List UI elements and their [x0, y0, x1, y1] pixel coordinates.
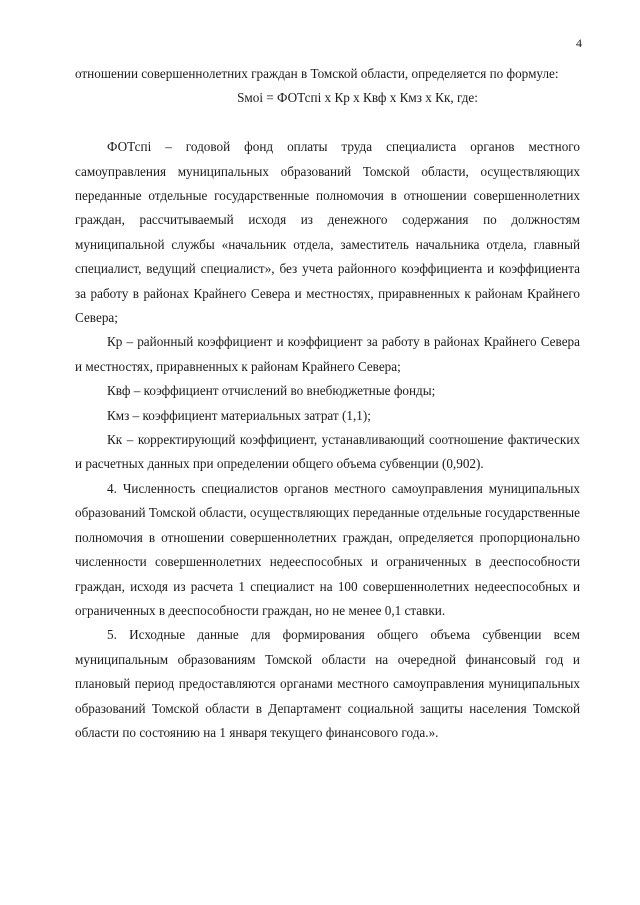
paragraph-item-5: 5. Исходные данные для формирования общего объема субвенции всем муниципальным образованиям Томской области на очередной финансовый год и плановый период предоставляются органами местного самоуправления муниципальных образований Томской области в Департамент социальной защиты населения Томской области по состоянию на 1 января текущего финансового года.». [75, 627, 580, 740]
paragraph-kmz-definition: Кмз – коэффициент материальных затрат (1,1); [107, 407, 371, 423]
page-number: 4 [576, 36, 582, 50]
formula-line: Sмoi = ФОТспi х Кр х Квф х Кмз х Кк, где: [237, 90, 478, 106]
paragraph-kk-definition: Кк – корректирующий коэффициент, устанавливающий соотношение фактических и расчетных данных при определении общего объема субвенции (0,902). [75, 432, 580, 472]
paragraph-kr-definition: Кр – районный коэффициент и коэффициент за работу в районах Крайнего Севера и местностях, приравненных к районам Крайнего Севера; [75, 334, 580, 374]
paragraph-intro: отношении совершеннолетних граждан в Томской области, определяется по формуле: [75, 66, 559, 81]
blank-line [75, 111, 580, 135]
paragraph-fot-definition: ФОТспi – годовой фонд оплаты труда специалиста органов местного самоуправления муниципальных образований Томской области, осуществляющих переданные отдельные государственные полномочия в отношении совершеннолетних граждан, рассчитываемый исходя из денежного содержания по должностям муниципальной службы «начальник отдела, заместитель начальника отдела, главный специалист, ведущий специалист», без учета районного коэффициента и коэффициента за работу в районах Крайнего Севера и местностях, приравненных к районам Крайнего Севера; [75, 139, 580, 326]
paragraph-kvf-definition: Квф – коэффициент отчислений во внебюджетные фонды; [107, 383, 436, 399]
paragraph-item-4: 4. Численность специалистов органов местного самоуправления муниципальных образований Томской области, осуществляющих переданные отдельные государственные полномочия в отношении совершеннолетних граждан, определяется пропорционально численности совершеннолетних недееспособных и ограниченных в дееспособности граждан, исходя из расчета 1 специалист на 100 совершеннолетних недееспособных и ограниченных в дееспособности граждан, но не менее 0,1 ставки. [75, 480, 580, 618]
document-body [75, 62, 580, 745]
